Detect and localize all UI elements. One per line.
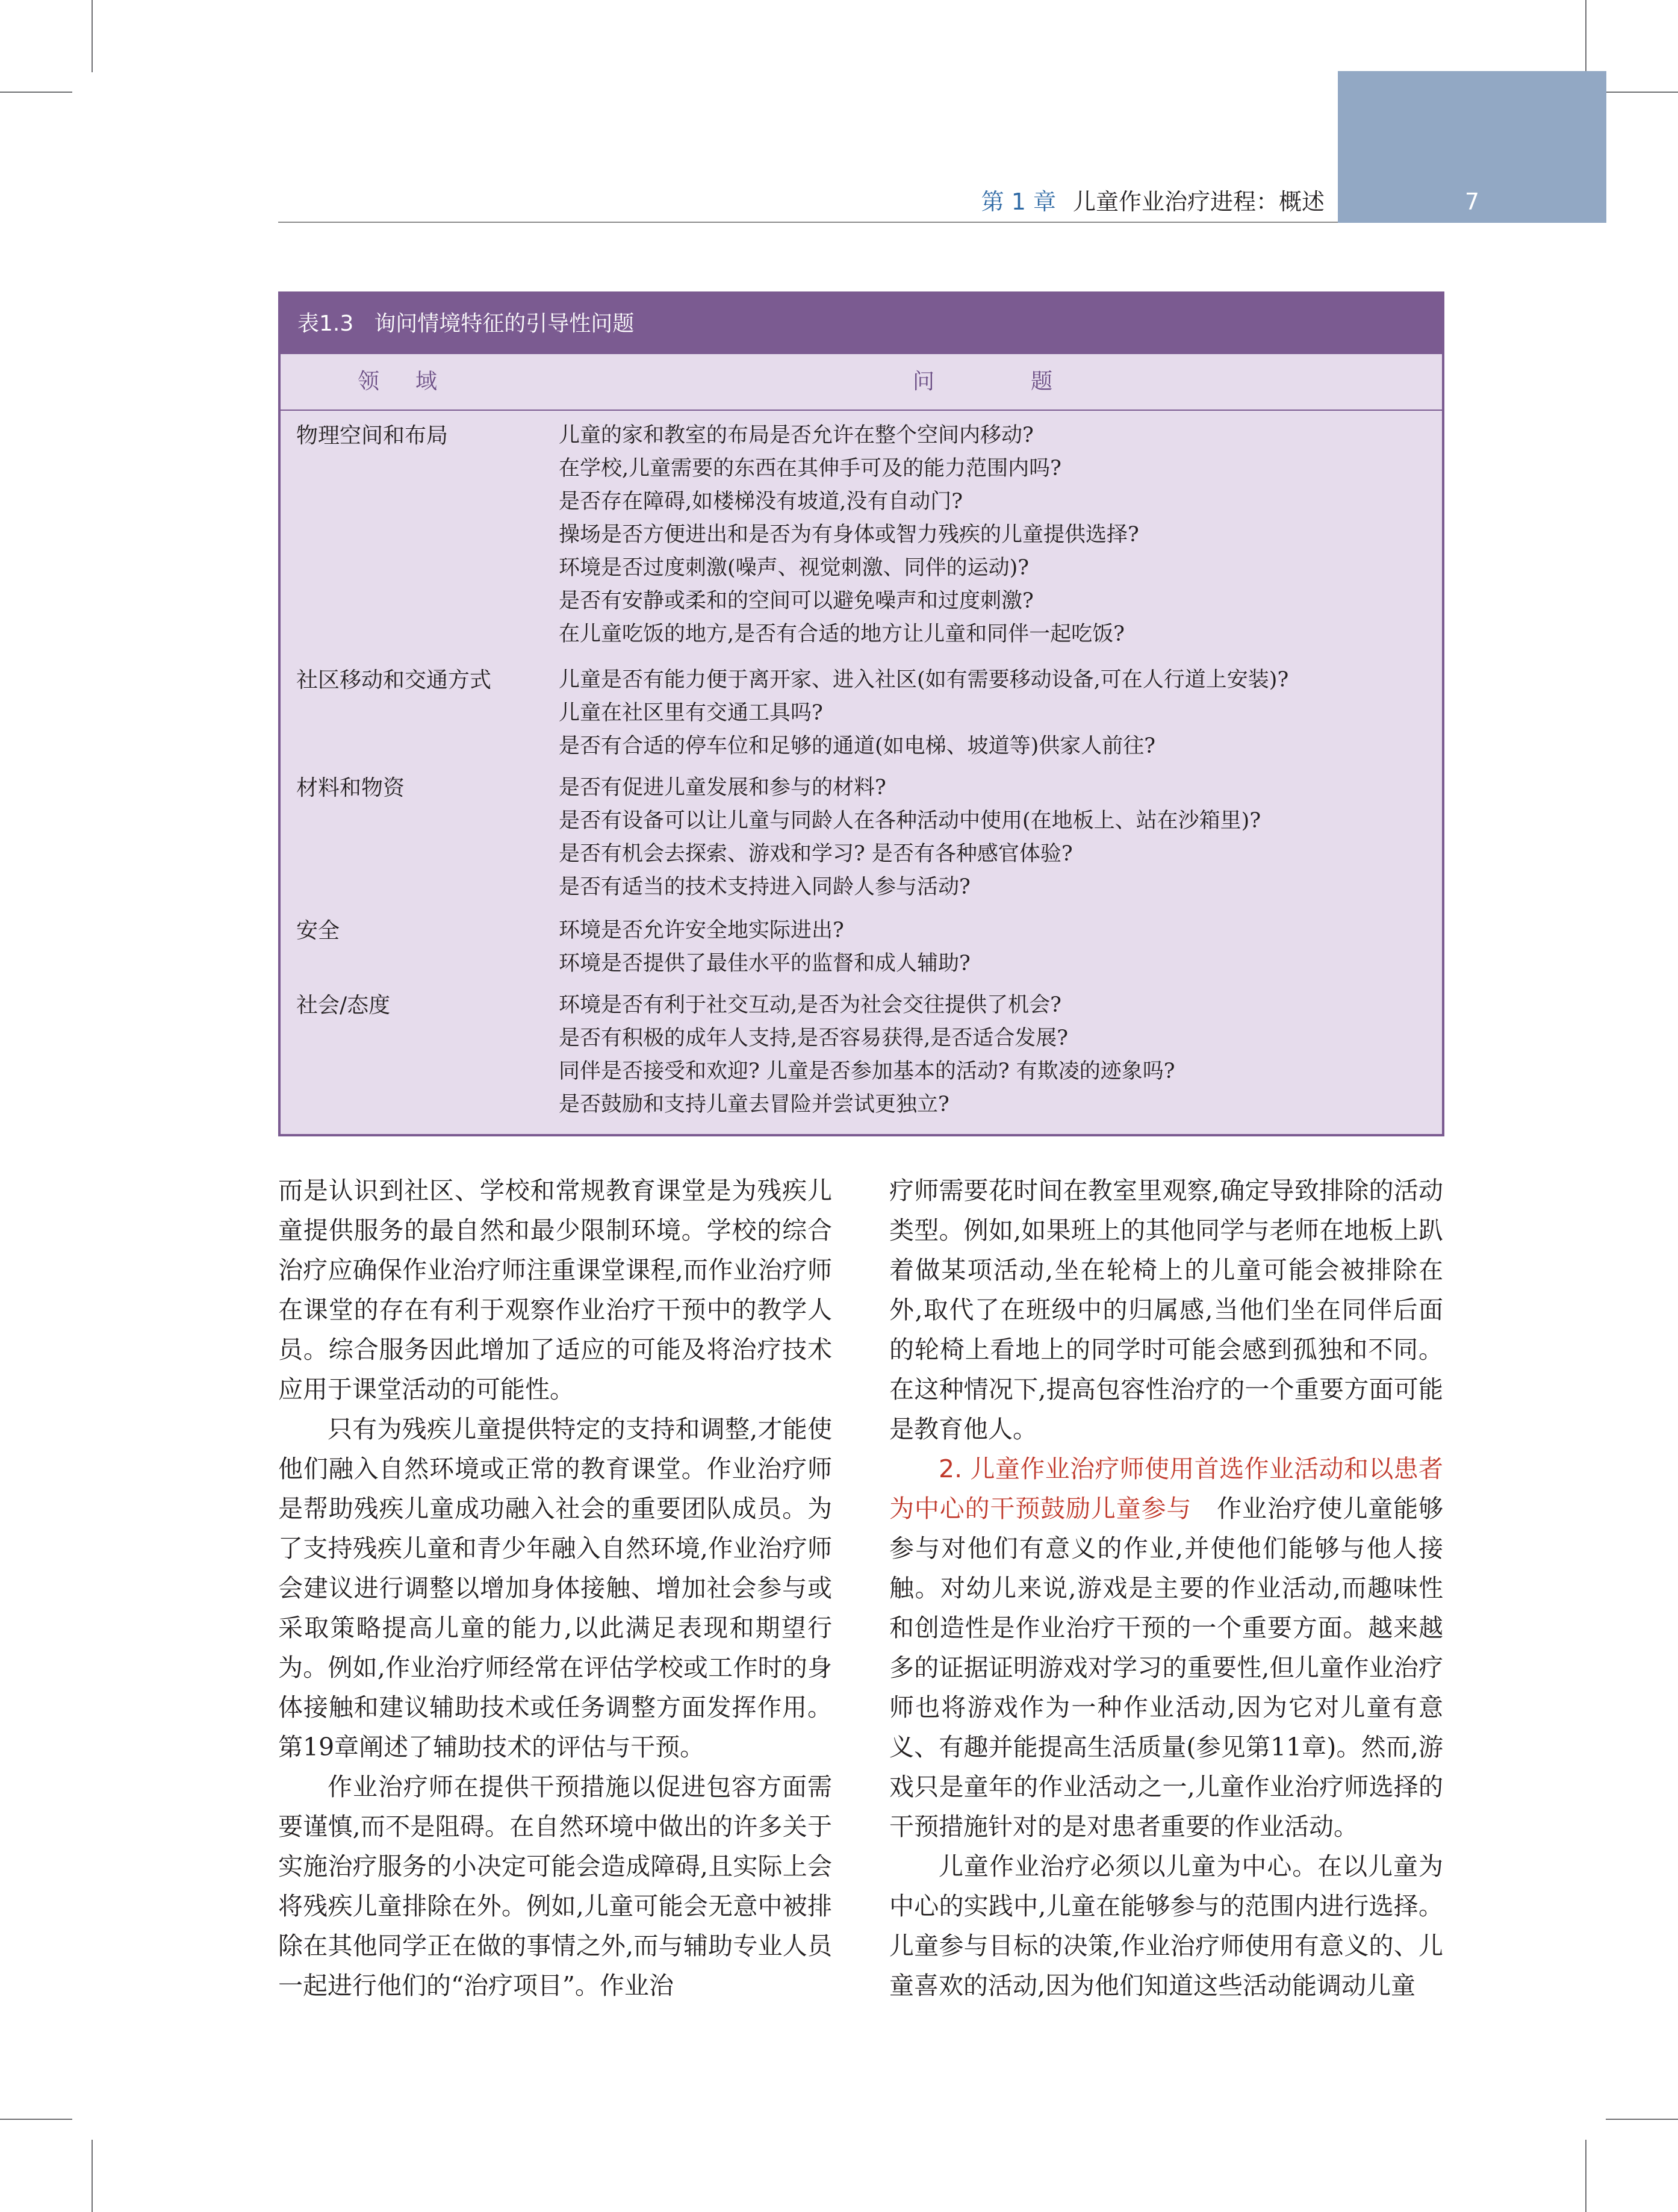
column-header-questions: 问题	[913, 369, 1149, 394]
question: 是否有机会去探索、游戏和学习? 是否有各种感官体验?	[559, 842, 1073, 866]
row-questions	[559, 664, 1288, 763]
crop-mark	[92, 2140, 93, 2212]
question: 操场是否方便进出和是否为有身体或智力残疾的儿童提供选择?	[559, 523, 1139, 547]
question: 是否有积极的成年人支持,是否容易获得,是否适合发展?	[559, 1026, 1069, 1050]
crop-mark	[1606, 92, 1678, 93]
paragraph: 而是认识到社区、学校和常规教育课堂是为残疾儿童提供服务的最自然和最少限制环境。学校的综合治疗应确保作业治疗师注重课堂课程,而作业治疗师在课堂的存在有利于观察作业治疗干预中的教学人员。综合服务因此增加了适应的可能及将治疗技术应用于课堂活动的可能性。	[278, 1176, 832, 1404]
crop-mark	[1585, 2140, 1586, 2212]
question: 是否有促进儿童发展和参与的材料?	[559, 776, 886, 800]
row-domain: 材料和物资	[296, 776, 405, 800]
paragraph	[889, 1449, 1443, 1846]
row-questions	[559, 419, 1139, 651]
crop-mark	[1585, 0, 1586, 72]
table-title: 询问情境特征的引导性问题	[374, 311, 635, 336]
table-caption	[281, 294, 1442, 354]
question: 是否有适当的技术支持进入同龄人参与活动?	[559, 875, 971, 899]
column-header-domain: 领域	[358, 369, 474, 394]
paragraph: 儿童作业治疗必须以儿童为中心。在以儿童为中心的实践中,儿童在能够参与的范围内进行选择。儿童参与目标的决策,作业治疗师使用有意义的、儿童喜欢的活动,因为他们知道这些活动能调动儿童	[889, 1852, 1443, 2000]
page-number: 7	[1464, 188, 1480, 215]
question: 是否有设备可以让儿童与同龄人在各种活动中使用(在地板上、站在沙箱里)?	[559, 809, 1261, 833]
question: 是否有合适的停车位和足够的通道(如电梯、坡道等)供家人前往?	[559, 734, 1156, 758]
question: 是否鼓励和支持儿童去冒险并尝试更独立?	[559, 1092, 949, 1117]
row-domain: 社会/态度	[296, 993, 391, 1018]
paragraph: 疗师需要花时间在教室里观察,确定导致排除的活动类型。例如,如果班上的其他同学与老师在地板上趴着做某项活动,坐在轮椅上的儿童可能会被排除在外,取代了在班级中的归属感,当他们坐在同伴后面的轮椅上看地上的同学时可能会感到孤独和不同。在这种情况下,提高包容性治疗的一个重要方面可能是教育他人。	[889, 1176, 1443, 1444]
row-questions	[559, 914, 971, 980]
question: 是否有安静或柔和的空间可以避免噪声和过度刺激?	[559, 589, 1034, 613]
left-column	[278, 1171, 832, 2005]
question: 儿童的家和教室的布局是否允许在整个空间内移动?	[559, 423, 1034, 447]
paragraph: 只有为残疾儿童提供特定的支持和调整,才能使他们融入自然环境或正常的教育课堂。作业治疗师是帮助残疾儿童成功融入社会的重要团队成员。为了支持残疾儿童和青少年融入自然环境,作业治疗师会建议进行调整以增加身体接触、增加社会参与或采取策略提高儿童的能力,以此满足表现和期望行为。例如,作业治疗师经常在评估学校或工作时的身体接触和建议辅助技术或任务调整方面发挥作用。第19章阐述了辅助技术的评估与干预。	[278, 1415, 832, 1762]
paragraph-text: 作业治疗使儿童能够参与对他们有意义的作业,并使他们能够与他人接触。对幼儿来说,游戏是主要的作业活动,而趣味性和创造性是作业治疗干预的一个重要方面。越来越多的证据证明游戏对学习的重要性,但儿童作业治疗师也将游戏作为一种作业活动,因为它对儿童有意义、有趣并能提高生活质量(参见第11章)。然而,游戏只是童年的作业活动之一,儿童作业治疗师选择的干预措施针对的是对患者重要的作业活动。	[889, 1494, 1444, 1841]
question: 环境是否提供了最佳水平的监督和成人辅助?	[559, 952, 971, 976]
chapter-label: 第 1 章	[981, 188, 1056, 215]
question: 环境是否允许安全地实际进出?	[559, 918, 844, 942]
right-column	[889, 1171, 1443, 2005]
row-questions	[559, 771, 1261, 904]
row-domain: 安全	[296, 918, 340, 943]
question: 在学校,儿童需要的东西在其伸手可及的能力范围内吗?	[559, 456, 1061, 481]
chapter-title: 儿童作业治疗进程：概述	[1072, 188, 1325, 215]
table-number: 表1.3	[297, 311, 354, 336]
table-1-3	[278, 291, 1444, 1136]
row-questions	[559, 989, 1175, 1121]
question: 儿童在社区里有交通工具吗?	[559, 701, 823, 725]
question: 同伴是否接受和欢迎? 儿童是否参加基本的活动? 有欺凌的迹象吗?	[559, 1059, 1175, 1083]
running-head	[903, 184, 1325, 220]
table-column-header	[281, 354, 1442, 411]
crop-mark	[92, 0, 93, 72]
question: 在儿童吃饭的地方,是否有合适的地方让儿童和同伴一起吃饭?	[559, 622, 1125, 646]
question: 环境是否过度刺激(噪声、视觉刺激、同伴的运动)?	[559, 556, 1030, 580]
crop-mark	[0, 2119, 72, 2120]
question: 是否存在障碍,如楼梯没有坡道,没有自动门?	[559, 490, 963, 514]
paragraph: 作业治疗师在提供干预措施以促进包容方面需要谨慎,而不是阻碍。在自然环境中做出的许多关于实施治疗服务的小决定可能会造成障碍,且实际上会将残疾儿童排除在外。例如,儿童可能会无意中被排除在其他同学正在做的事情之外,而与辅助专业人员一起进行他们的“治疗项目”。作业治	[278, 1772, 832, 2000]
crop-mark	[1606, 2119, 1678, 2120]
row-domain: 物理空间和布局	[296, 423, 449, 448]
header-rule	[278, 222, 1338, 223]
crop-mark	[0, 92, 72, 93]
section-heading: 2. 儿童作业治疗师使用首选作业活动和以患者为中心的干预鼓励儿童参与	[889, 1454, 1443, 1523]
row-domain: 社区移动和交通方式	[296, 668, 492, 693]
question: 儿童是否有能力便于离开家、进入社区(如有需要移动设备,可在人行道上安装)?	[559, 668, 1289, 692]
question: 环境是否有利于社交互动,是否为社会交往提供了机会?	[559, 993, 1061, 1017]
